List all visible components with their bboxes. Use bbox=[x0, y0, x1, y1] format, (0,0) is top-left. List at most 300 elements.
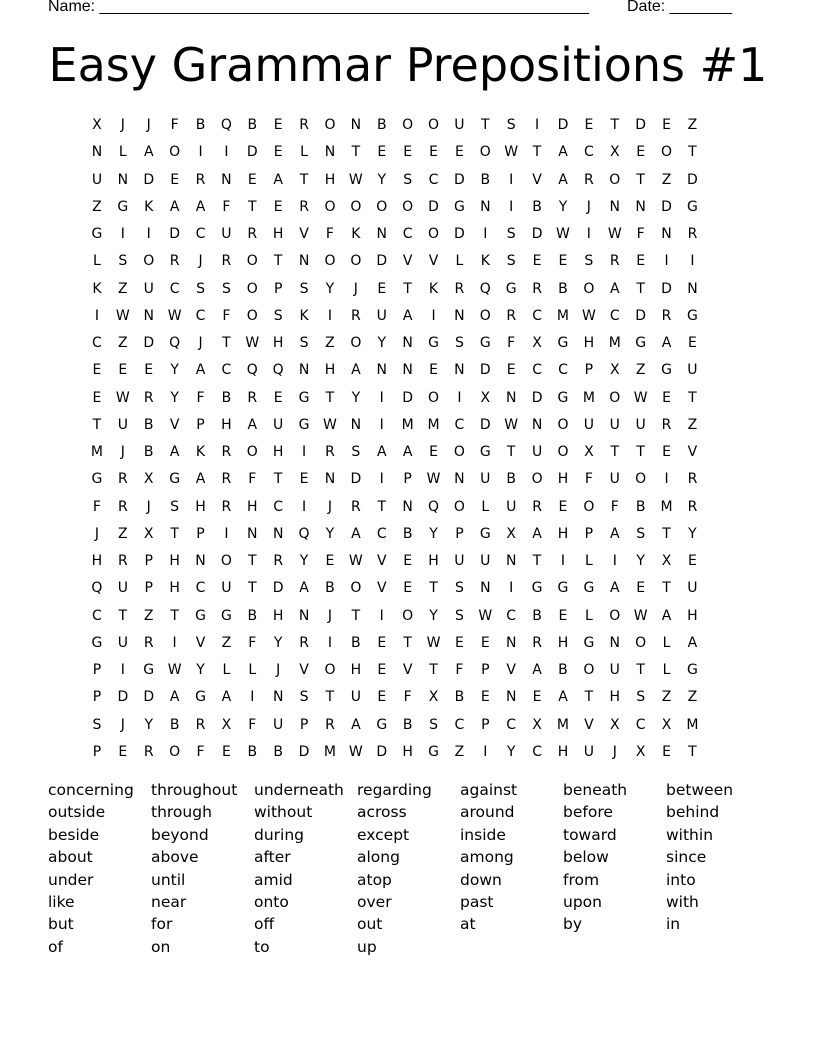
grid-letter: R bbox=[221, 471, 232, 488]
grid-letter: R bbox=[143, 634, 154, 651]
grid-letter: W bbox=[633, 389, 648, 406]
grid-row bbox=[84, 330, 734, 357]
grid-letter: V bbox=[299, 662, 309, 678]
grid-letter: E bbox=[377, 662, 387, 678]
grid-letter: F bbox=[222, 307, 231, 324]
grid-letter: O bbox=[557, 444, 569, 460]
grid-letter: U bbox=[609, 416, 620, 433]
grid-letter: C bbox=[273, 498, 284, 515]
grid-letter: H bbox=[687, 607, 698, 624]
grid-letter: R bbox=[584, 171, 594, 188]
word-bank-item: within bbox=[666, 825, 714, 844]
grid-letter: K bbox=[92, 280, 102, 297]
grid-letter: S bbox=[584, 253, 594, 270]
grid-letter: E bbox=[636, 253, 646, 270]
grid-letter: H bbox=[195, 498, 206, 515]
word-bank-item: out bbox=[357, 915, 383, 934]
grid-letter: R bbox=[299, 634, 309, 651]
grid-letter: I bbox=[535, 117, 540, 133]
grid-letter: U bbox=[221, 580, 232, 597]
grid-letter: T bbox=[688, 144, 697, 161]
grid-letter: B bbox=[480, 171, 491, 188]
grid-letter: R bbox=[117, 471, 128, 488]
grid-letter: G bbox=[531, 580, 543, 597]
grid-letter: C bbox=[609, 307, 620, 324]
grid-letter: T bbox=[532, 553, 542, 569]
grid-letter: T bbox=[403, 634, 412, 651]
grid-letter: T bbox=[273, 471, 283, 488]
grid-letter: N bbox=[609, 634, 620, 651]
grid-letter: B bbox=[143, 444, 154, 460]
grid-letter: I bbox=[250, 689, 255, 706]
grid-letter: R bbox=[661, 307, 672, 324]
grid-letter: C bbox=[376, 525, 387, 542]
grid-letter: Z bbox=[221, 634, 232, 651]
grid-letter: B bbox=[221, 389, 232, 406]
grid-letter: R bbox=[506, 307, 517, 324]
grid-letter: B bbox=[558, 662, 568, 678]
grid-letter: I bbox=[379, 416, 384, 433]
grid-row bbox=[84, 521, 734, 548]
grid-letter: D bbox=[531, 389, 543, 406]
grid-letter: P bbox=[455, 525, 464, 542]
grid-letter: G bbox=[505, 280, 517, 297]
grid-letter: K bbox=[195, 444, 206, 460]
word-bank-item: beside bbox=[48, 825, 100, 844]
grid-letter: J bbox=[146, 117, 151, 133]
grid-letter: W bbox=[323, 416, 337, 433]
grid-letter: I bbox=[483, 226, 488, 242]
grid-letter: E bbox=[454, 144, 464, 161]
grid-letter: T bbox=[662, 580, 671, 597]
grid-letter: G bbox=[220, 607, 232, 624]
grid-letter: S bbox=[221, 280, 231, 297]
grid-letter: S bbox=[92, 716, 102, 733]
grid-letter: C bbox=[221, 362, 232, 379]
grid-letter: O bbox=[583, 662, 595, 678]
word-bank-row bbox=[48, 936, 778, 958]
grid-letter: L bbox=[248, 662, 257, 678]
grid-row bbox=[84, 603, 734, 630]
grid-letter: N bbox=[221, 171, 232, 188]
word-bank-item: upon bbox=[563, 892, 602, 911]
grid-letter: C bbox=[506, 716, 517, 733]
grid-letter: U bbox=[221, 226, 232, 242]
grid-letter: Y bbox=[273, 634, 283, 651]
grid-letter: I bbox=[120, 226, 125, 242]
grid-letter: V bbox=[532, 171, 542, 188]
grid-letter: G bbox=[195, 607, 206, 624]
grid-letter: B bbox=[247, 743, 258, 760]
grid-letter: N bbox=[324, 144, 336, 161]
grid-letter: D bbox=[635, 117, 647, 133]
grid-row bbox=[84, 303, 734, 330]
word-bank-item: like bbox=[48, 892, 75, 911]
grid-letter: I bbox=[224, 144, 229, 161]
grid-letter: U bbox=[91, 171, 103, 188]
grid-letter: R bbox=[325, 444, 335, 460]
grid-letter: H bbox=[324, 171, 336, 188]
grid-letter: G bbox=[428, 743, 439, 760]
grid-letter: D bbox=[479, 362, 491, 379]
grid-letter: R bbox=[143, 743, 154, 760]
grid-letter: Y bbox=[429, 607, 438, 624]
grid-letter: E bbox=[584, 117, 594, 133]
grid-letter: A bbox=[351, 525, 361, 542]
grid-letter: S bbox=[403, 171, 413, 188]
grid-letter: E bbox=[662, 117, 671, 133]
grid-letter: U bbox=[609, 662, 620, 678]
grid-letter: U bbox=[273, 416, 284, 433]
grid-letter: H bbox=[324, 362, 336, 379]
grid-letter: B bbox=[558, 280, 568, 297]
grid-letter: I bbox=[509, 198, 514, 215]
grid-letter: M bbox=[582, 389, 595, 406]
grid-letter: O bbox=[453, 498, 465, 515]
grid-letter: O bbox=[557, 416, 569, 433]
grid-letter: Z bbox=[118, 335, 128, 351]
grid-letter: T bbox=[610, 444, 620, 460]
grid-letter: A bbox=[195, 198, 206, 215]
word-bank-item: about bbox=[48, 848, 93, 867]
grid-letter: H bbox=[428, 553, 439, 569]
grid-letter: U bbox=[376, 307, 387, 324]
grid-letter: O bbox=[609, 607, 621, 624]
grid-letter: N bbox=[324, 471, 336, 488]
grid-letter: E bbox=[532, 253, 542, 270]
grid-letter: W bbox=[348, 743, 363, 760]
grid-letter: R bbox=[273, 553, 284, 569]
grid-letter: T bbox=[481, 117, 490, 133]
grid-letter: W bbox=[478, 607, 493, 624]
grid-letter: T bbox=[118, 607, 128, 624]
word-bank-item: near bbox=[151, 892, 187, 911]
grid-letter: N bbox=[143, 307, 154, 324]
grid-letter: C bbox=[454, 416, 465, 433]
word-search-grid bbox=[84, 112, 734, 766]
grid-letter: I bbox=[224, 525, 229, 542]
grid-letter: I bbox=[94, 307, 100, 324]
grid-letter: J bbox=[146, 498, 151, 515]
word-bank-item: through bbox=[151, 803, 212, 822]
grid-letter: Z bbox=[92, 198, 102, 215]
grid-letter: C bbox=[532, 743, 542, 760]
grid-row bbox=[84, 684, 734, 711]
grid-letter: H bbox=[557, 634, 569, 651]
grid-letter: N bbox=[635, 198, 646, 215]
grid-letter: T bbox=[506, 444, 516, 460]
grid-letter: A bbox=[299, 580, 309, 597]
grid-letter: O bbox=[609, 171, 621, 188]
grid-letter: N bbox=[298, 253, 310, 270]
grid-letter: L bbox=[481, 498, 490, 515]
word-bank-item: against bbox=[460, 781, 518, 799]
word-bank-item: beyond bbox=[151, 825, 209, 844]
grid-letter: R bbox=[221, 253, 232, 270]
grid-letter: E bbox=[221, 743, 231, 760]
grid-letter: U bbox=[480, 471, 491, 488]
grid-letter: C bbox=[454, 716, 465, 733]
grid-letter: S bbox=[636, 525, 646, 542]
grid-letter: X bbox=[635, 743, 646, 760]
word-bank-item: between bbox=[666, 781, 734, 799]
grid-letter: P bbox=[584, 362, 594, 379]
grid-letter: O bbox=[246, 444, 258, 460]
grid-letter: Y bbox=[144, 716, 153, 733]
grid-letter: O bbox=[402, 607, 414, 624]
grid-letter: R bbox=[454, 280, 465, 297]
grid-letter: G bbox=[91, 634, 103, 651]
word-bank-item: up bbox=[357, 937, 377, 956]
grid-letter: E bbox=[558, 253, 568, 270]
grid-letter: G bbox=[195, 689, 206, 706]
grid-letter: L bbox=[93, 253, 101, 270]
grid-letter: E bbox=[636, 144, 646, 161]
grid-letter: S bbox=[351, 444, 361, 460]
grid-letter: U bbox=[687, 580, 698, 597]
grid-letter: U bbox=[583, 416, 594, 433]
grid-letter: X bbox=[661, 553, 672, 569]
word-bank-item: above bbox=[151, 848, 199, 867]
grid-letter: D bbox=[272, 580, 284, 597]
word-bank-item: regarding bbox=[357, 781, 432, 799]
grid-letter: U bbox=[609, 471, 620, 488]
grid-letter: O bbox=[246, 280, 258, 297]
grid-letter: Q bbox=[272, 362, 284, 379]
grid-letter: E bbox=[403, 553, 413, 569]
word-bank-item: off bbox=[254, 915, 275, 934]
grid-letter: J bbox=[327, 607, 333, 624]
grid-letter: N bbox=[454, 362, 465, 379]
grid-letter: T bbox=[688, 743, 697, 760]
grid-letter: A bbox=[221, 689, 232, 706]
grid-letter: I bbox=[379, 389, 384, 406]
grid-letter: U bbox=[635, 416, 646, 433]
grid-letter: E bbox=[273, 144, 283, 161]
grid-letter: G bbox=[583, 634, 595, 651]
grid-letter: Z bbox=[635, 362, 646, 379]
grid-letter: K bbox=[428, 280, 439, 297]
grid-letter: O bbox=[376, 198, 388, 215]
grid-letter: Q bbox=[246, 362, 258, 379]
grid-letter: Z bbox=[143, 607, 154, 624]
grid-letter: Z bbox=[118, 525, 128, 542]
grid-letter: R bbox=[687, 498, 698, 515]
word-bank-item: since bbox=[666, 848, 707, 867]
grid-letter: R bbox=[117, 498, 128, 515]
grid-letter: D bbox=[428, 198, 439, 215]
grid-letter: A bbox=[351, 716, 361, 733]
grid-letter: J bbox=[586, 198, 591, 215]
word-bank-item: outside bbox=[48, 803, 106, 822]
grid-letter: D bbox=[661, 280, 672, 297]
word-bank-item: in bbox=[666, 915, 681, 934]
grid-letter: B bbox=[532, 198, 542, 215]
grid-letter: R bbox=[325, 716, 335, 733]
grid-letter: T bbox=[351, 144, 361, 161]
grid-row bbox=[84, 357, 734, 384]
grid-letter: C bbox=[92, 335, 102, 351]
grid-letter: O bbox=[635, 471, 647, 488]
grid-letter: G bbox=[453, 198, 465, 215]
grid-row bbox=[84, 439, 734, 466]
grid-letter: W bbox=[115, 389, 130, 406]
grid-letter: A bbox=[558, 689, 568, 706]
grid-letter: T bbox=[325, 389, 335, 406]
grid-letter: V bbox=[584, 716, 594, 733]
grid-letter: K bbox=[351, 226, 361, 242]
grid-letter: W bbox=[607, 226, 622, 242]
grid-letter: W bbox=[348, 171, 363, 188]
word-bank-row bbox=[48, 846, 778, 868]
grid-letter: B bbox=[402, 525, 413, 542]
grid-letter: O bbox=[220, 553, 232, 569]
grid-letter: S bbox=[506, 253, 516, 270]
word-bank-item: of bbox=[48, 937, 63, 956]
grid-row bbox=[84, 248, 734, 275]
grid-letter: G bbox=[117, 198, 129, 215]
word-bank-item: by bbox=[563, 915, 583, 934]
grid-letter: F bbox=[455, 662, 464, 678]
grid-letter: O bbox=[169, 144, 181, 161]
grid-letter: D bbox=[454, 171, 465, 188]
grid-letter: K bbox=[144, 198, 154, 215]
grid-letter: N bbox=[480, 580, 491, 597]
grid-letter: X bbox=[661, 716, 672, 733]
grid-letter: J bbox=[276, 662, 281, 678]
grid-letter: H bbox=[247, 498, 258, 515]
grid-letter: S bbox=[196, 280, 205, 297]
grid-letter: Y bbox=[170, 362, 179, 379]
grid-letter: Q bbox=[298, 525, 310, 542]
word-bank-item: below bbox=[563, 848, 609, 867]
grid-letter: N bbox=[687, 280, 698, 297]
grid-letter: X bbox=[609, 362, 620, 379]
grid-letter: M bbox=[90, 444, 103, 460]
grid-letter: G bbox=[143, 662, 155, 678]
grid-letter: V bbox=[506, 662, 516, 678]
grid-letter: T bbox=[584, 689, 594, 706]
grid-letter: U bbox=[117, 634, 128, 651]
grid-letter: S bbox=[506, 117, 516, 133]
word-bank-item: over bbox=[357, 892, 392, 911]
grid-letter: U bbox=[583, 743, 594, 760]
grid-letter: E bbox=[118, 743, 128, 760]
grid-letter: R bbox=[350, 498, 361, 515]
grid-letter: O bbox=[635, 634, 647, 651]
word-bank-item: until bbox=[151, 870, 186, 889]
grid-letter: Q bbox=[428, 498, 440, 515]
grid-letter: D bbox=[376, 743, 388, 760]
grid-letter: A bbox=[402, 307, 413, 324]
grid-letter: P bbox=[196, 525, 205, 542]
word-bank-item: toward bbox=[563, 825, 617, 844]
grid-letter: T bbox=[610, 117, 620, 133]
grid-letter: K bbox=[480, 253, 490, 270]
grid-letter: O bbox=[246, 307, 258, 324]
grid-letter: H bbox=[91, 553, 103, 569]
grid-row bbox=[84, 712, 734, 739]
grid-letter: N bbox=[402, 498, 413, 515]
word-bank-item: onto bbox=[254, 892, 289, 911]
grid-letter: I bbox=[379, 471, 384, 488]
grid-letter: N bbox=[298, 362, 310, 379]
grid-letter: Z bbox=[687, 416, 698, 433]
grid-letter: W bbox=[115, 307, 130, 324]
grid-letter: N bbox=[195, 553, 206, 569]
grid-letter: R bbox=[532, 634, 542, 651]
grid-letter: P bbox=[273, 280, 283, 297]
grid-letter: V bbox=[376, 580, 387, 597]
grid-letter: M bbox=[323, 743, 336, 760]
grid-letter: O bbox=[402, 117, 414, 133]
grid-letter: E bbox=[506, 362, 516, 379]
grid-letter: D bbox=[635, 307, 647, 324]
grid-letter: H bbox=[557, 471, 569, 488]
grid-letter: T bbox=[688, 389, 697, 406]
word-bank-item: amid bbox=[254, 870, 293, 889]
grid-letter: N bbox=[376, 226, 387, 242]
word-bank-row bbox=[48, 801, 778, 823]
grid-letter: E bbox=[688, 553, 697, 569]
grid-letter: O bbox=[324, 198, 336, 215]
grid-letter: K bbox=[299, 307, 309, 324]
grid-letter: N bbox=[402, 362, 413, 379]
grid-letter: H bbox=[272, 226, 284, 242]
grid-letter: O bbox=[169, 743, 181, 760]
grid-letter: R bbox=[609, 253, 620, 270]
grid-letter: Y bbox=[506, 743, 516, 760]
grid-letter: H bbox=[583, 335, 595, 351]
grid-letter: I bbox=[302, 498, 307, 515]
grid-letter: F bbox=[636, 226, 645, 242]
grid-letter: T bbox=[273, 253, 283, 270]
grid-letter: E bbox=[480, 689, 490, 706]
grid-letter: N bbox=[454, 307, 465, 324]
grid-letter: S bbox=[506, 226, 516, 242]
grid-letter: D bbox=[246, 144, 258, 161]
grid-letter: V bbox=[402, 253, 413, 270]
grid-letter: I bbox=[509, 171, 514, 188]
grid-letter: O bbox=[661, 144, 673, 161]
grid-letter: N bbox=[272, 525, 284, 542]
grid-letter: E bbox=[429, 444, 438, 460]
grid-row bbox=[84, 739, 734, 766]
grid-letter: V bbox=[299, 226, 309, 242]
grid-letter: B bbox=[351, 634, 361, 651]
grid-letter: T bbox=[377, 498, 387, 515]
word-bank-item: at bbox=[460, 915, 476, 934]
grid-letter: N bbox=[609, 198, 620, 215]
grid-letter: R bbox=[687, 226, 698, 242]
grid-letter: T bbox=[636, 171, 645, 188]
grid-letter: A bbox=[195, 471, 206, 488]
grid-letter: T bbox=[222, 335, 231, 351]
grid-letter: G bbox=[687, 198, 698, 215]
grid-letter: U bbox=[350, 689, 361, 706]
word-bank-item: past bbox=[460, 892, 494, 911]
grid-letter: O bbox=[428, 117, 440, 133]
grid-letter: F bbox=[248, 471, 257, 488]
grid-letter: T bbox=[429, 662, 438, 678]
grid-letter: D bbox=[376, 253, 388, 270]
grid-letter: I bbox=[612, 553, 617, 569]
grid-letter: X bbox=[584, 444, 594, 460]
grid-letter: F bbox=[507, 335, 516, 351]
grid-letter: E bbox=[377, 689, 387, 706]
grid-letter: D bbox=[402, 389, 414, 406]
grid-letter: A bbox=[402, 444, 413, 460]
